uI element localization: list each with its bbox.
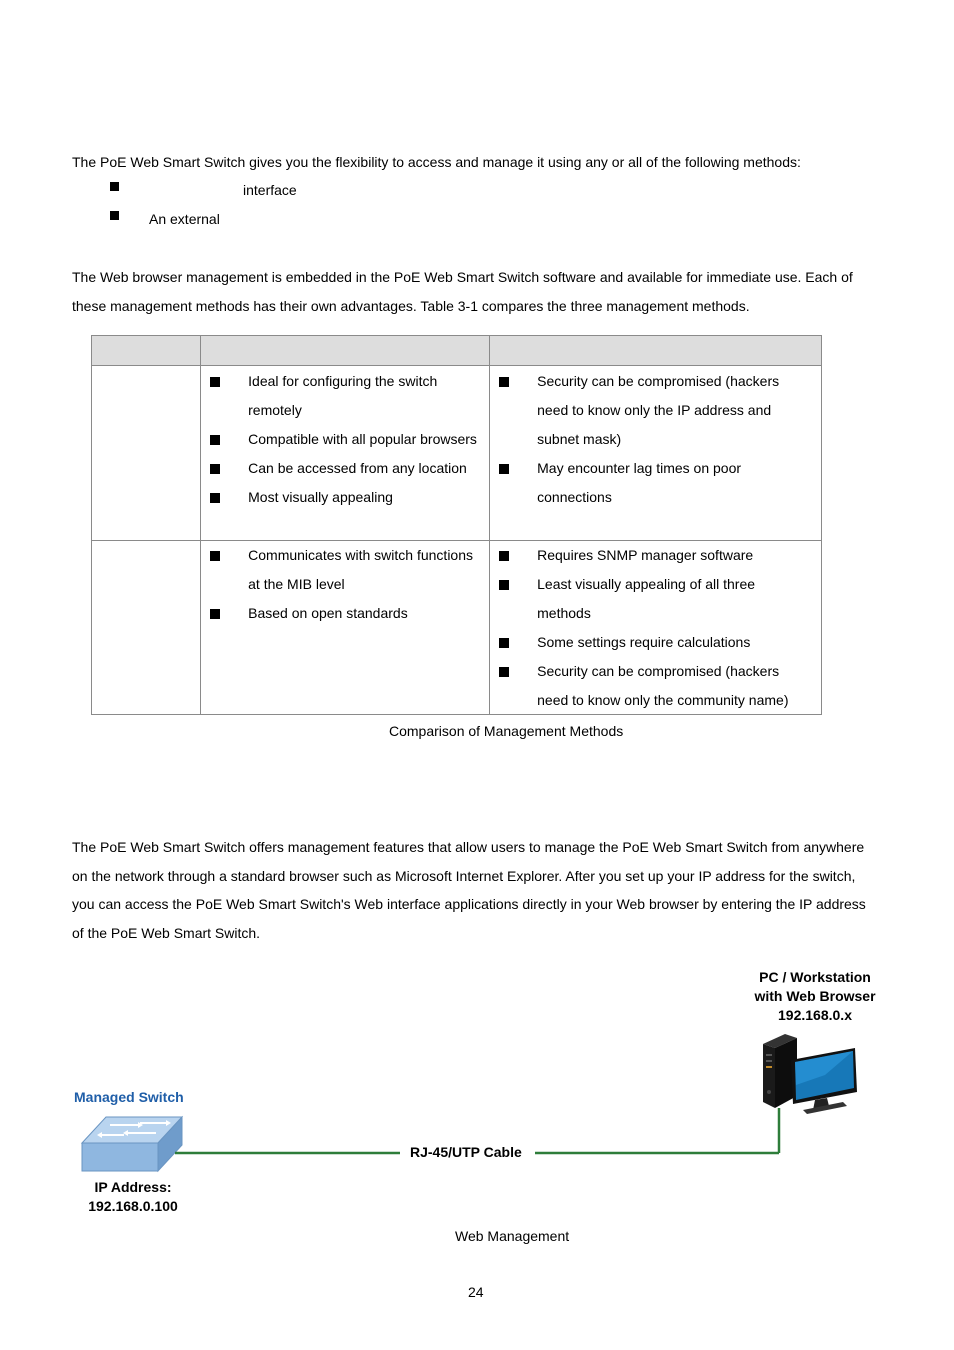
list-item: Security can be compromised (hackers need to know only the community name)	[490, 657, 821, 715]
bullet-icon	[110, 182, 119, 191]
bullet-icon	[499, 551, 509, 561]
list-item: Communicates with switch functions at the MIB level	[201, 541, 489, 599]
switch-ip-label	[60, 1178, 206, 1216]
list-item: Ideal for configuring the switch remotely	[201, 367, 489, 425]
bullet-icon	[210, 377, 220, 387]
pc-label-line3: 192.168.0.x	[778, 1007, 852, 1023]
table-row	[92, 366, 822, 541]
bullet-icon	[499, 580, 509, 590]
switch-ip-line2: 192.168.0.100	[88, 1198, 178, 1214]
bullet-icon	[499, 464, 509, 474]
page-number: 24	[468, 1284, 484, 1300]
table-caption: Comparison of Management Methods	[389, 723, 624, 739]
bullet-icon	[499, 377, 509, 387]
list-item: Most visually appealing	[201, 483, 489, 512]
list-item: Based on open standards	[201, 599, 489, 628]
advantages-cell	[201, 366, 490, 541]
switch-ip-line1: IP Address:	[94, 1179, 172, 1195]
list-item: Least visually appealing of all three methods	[490, 570, 821, 628]
para2-line1: The Web browser management is embedded in the PoE Web Smart Switch software and available for immediate use. Each of	[72, 269, 853, 285]
header-cell-advantages	[201, 336, 490, 366]
bullet-icon	[210, 551, 220, 561]
method-cell	[92, 541, 201, 715]
method-cell	[92, 366, 201, 541]
bullet-icon	[210, 464, 220, 474]
para3-line3: you can access the PoE Web Smart Switch's Web interface applications directly in your Web browser by entering the IP address	[72, 896, 866, 912]
disadvantages-cell	[490, 541, 822, 715]
diagram-caption: Web Management	[455, 1228, 570, 1244]
pc-label	[730, 968, 900, 1025]
list-item: Can be accessed from any location	[201, 454, 489, 483]
para2-line2: these management methods has their own advantages. Table 3-1 compares the three management methods.	[72, 298, 750, 314]
pc-workstation-icon	[755, 1030, 865, 1115]
pc-label-line1: PC / Workstation	[759, 969, 871, 985]
bullet-icon	[210, 435, 220, 445]
bullet-icon	[110, 211, 119, 220]
header-cell-method	[92, 336, 201, 366]
switch-title: Managed Switch	[74, 1089, 184, 1105]
switch-icon	[80, 1113, 184, 1175]
disadvantages-cell	[490, 366, 822, 541]
list-item: May encounter lag times on poor connections	[490, 454, 821, 512]
comparison-table	[91, 335, 822, 715]
pc-label-line2: with Web Browser	[754, 988, 876, 1004]
para3-line2: on the network through a standard browser such as Microsoft Internet Explorer. After you set up your IP address for the switch,	[72, 868, 856, 884]
table-row	[92, 541, 822, 715]
table-header-row	[92, 336, 822, 366]
bullet-icon	[210, 493, 220, 503]
list-item: Compatible with all popular browsers	[201, 425, 489, 454]
intro-text: The PoE Web Smart Switch gives you the flexibility to access and manage it using any or all of the following methods:	[72, 154, 801, 170]
list-item: Requires SNMP manager software	[490, 541, 821, 570]
bullet-icon	[210, 609, 220, 619]
para3-line1: The PoE Web Smart Switch offers management features that allow users to manage the PoE Web Smart Switch from anywhere	[72, 839, 865, 855]
list-item: Security can be compromised (hackers need to know only the IP address and subnet mask)	[490, 367, 821, 454]
bullet-icon	[499, 667, 509, 677]
intro-bullet-1: interface	[243, 182, 297, 198]
cable-label: RJ-45/UTP Cable	[410, 1144, 522, 1160]
intro-bullet-2: An external	[149, 211, 220, 227]
para3-line4: of the PoE Web Smart Switch.	[72, 925, 261, 941]
list-item: Some settings require calculations	[490, 628, 821, 657]
advantages-cell	[201, 541, 490, 715]
bullet-icon	[499, 638, 509, 648]
header-cell-disadvantages	[490, 336, 822, 366]
